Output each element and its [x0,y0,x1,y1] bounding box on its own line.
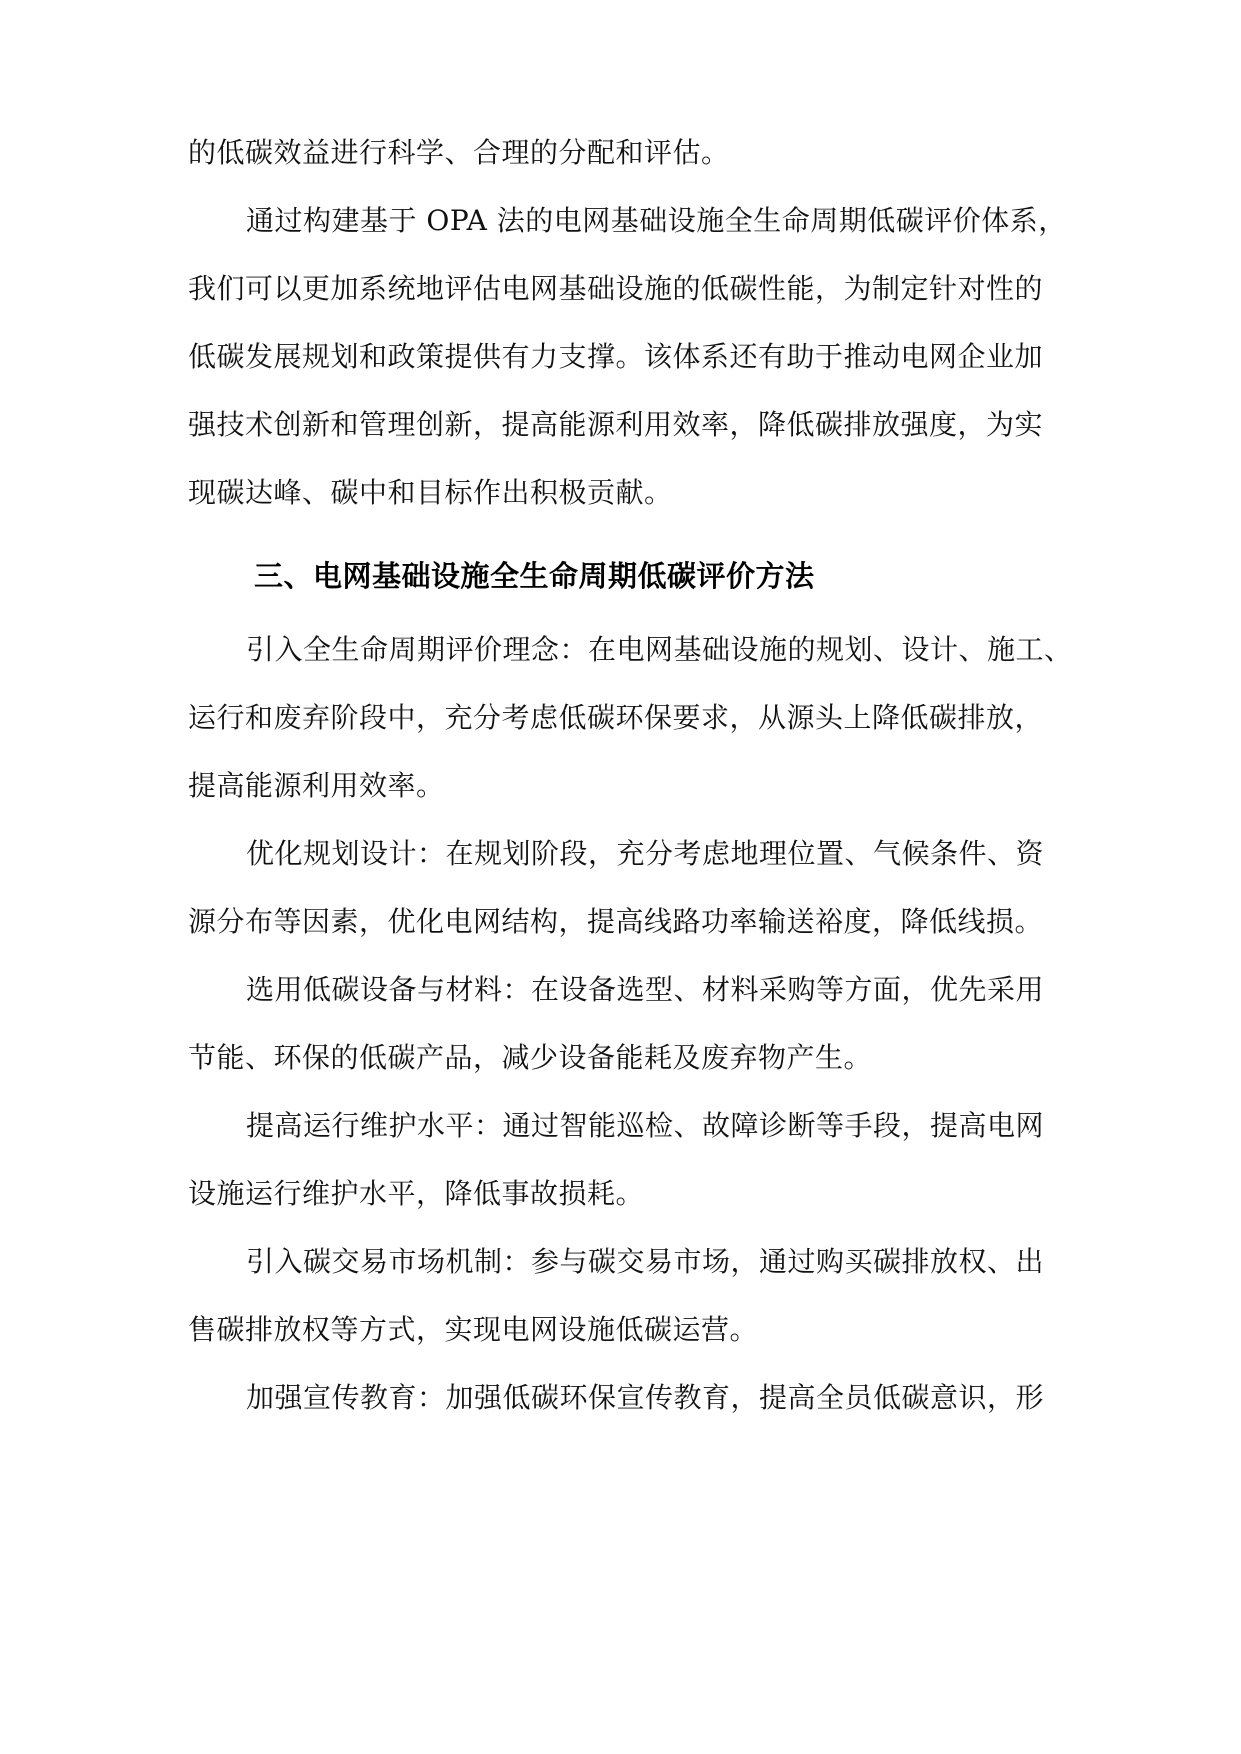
paragraph-opa-line: 低碳发展规划和政策提供有力支撑。该体系还有助于推动电网企业加 [188,340,1044,373]
paragraph-planning-line: 优化规划设计：在规划阶段，充分考虑地理位置、气候条件、资 [246,837,1045,870]
paragraph-opa-line: 现碳达峰、碳中和目标作出积极贡献。 [188,476,673,509]
paragraph-opa-line: 通过构建基于 OPA 法的电网基础设施全生命周期低碳评价体系， [246,204,1067,237]
section-heading: 三、电网基础设施全生命周期低碳评价方法 [254,559,815,593]
paragraph-equipment-line: 选用低碳设备与材料：在设备选型、材料采购等方面，优先采用 [246,973,1045,1006]
paragraph-equipment-line: 节能、环保的低碳产品，减少设备能耗及废弃物产生。 [188,1041,873,1074]
paragraph-opa-line: 我们可以更加系统地评估电网基础设施的低碳性能，为制定针对性的 [188,272,1044,305]
paragraph-operation-line: 提高运行维护水平：通过智能巡检、故障诊断等手段，提高电网 [246,1109,1045,1142]
paragraph-carbon-market-line: 引入碳交易市场机制：参与碳交易市场，通过购买碳排放权、出 [246,1245,1045,1278]
paragraph-planning-line: 源分布等因素，优化电网结构，提高线路功率输送裕度，降低线损。 [188,905,1044,938]
paragraph-lifecycle-line: 运行和废弃阶段中，充分考虑低碳环保要求，从源头上降低碳排放， [188,701,1044,734]
paragraph-lifecycle-line: 提高能源利用效率。 [188,769,445,802]
paragraph-education-line: 加强宣传教育：加强低碳环保宣传教育，提高全员低碳意识，形 [246,1381,1045,1414]
paragraph-opa-line: 强技术创新和管理创新，提高能源利用效率，降低碳排放强度，为实 [188,408,1044,441]
paragraph-carbon-market-line: 售碳排放权等方式，实现电网设施低碳运营。 [188,1313,759,1346]
intro-tail-line: 的低碳效益进行科学、合理的分配和评估。 [188,136,730,169]
paragraph-operation-line: 设施运行维护水平，降低事故损耗。 [188,1177,645,1210]
paragraph-lifecycle-line: 引入全生命周期评价理念：在电网基础设施的规划、设计、施工、 [246,633,1073,666]
